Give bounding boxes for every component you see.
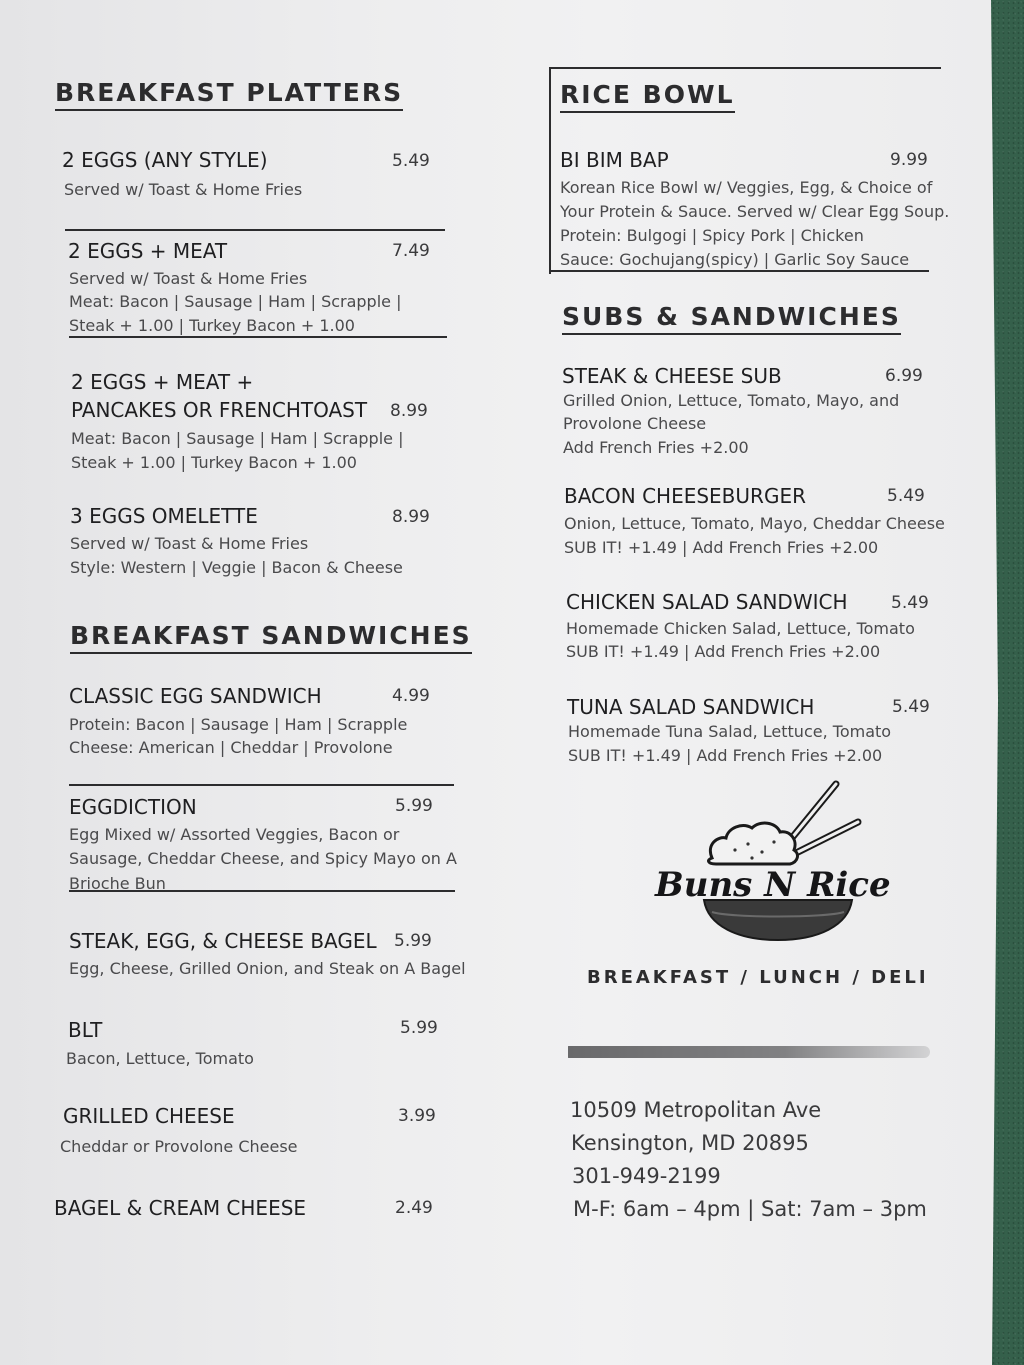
item-description: Homemade Tuna Salad, Lettuce, Tomato bbox=[568, 722, 892, 741]
item-price: 5.49 bbox=[892, 697, 930, 717]
item-name: 2 EGGS + MEAT + bbox=[71, 370, 254, 394]
item-name: STEAK & CHEESE SUB bbox=[562, 364, 782, 388]
logo-wordmark: Buns N Rice bbox=[655, 865, 891, 905]
address-line-1: 10509 Metropolitan Ave bbox=[570, 1098, 822, 1122]
item-name: BLT bbox=[68, 1018, 103, 1042]
item-description: Meat: Bacon | Sausage | Ham | Scrapple | bbox=[71, 429, 404, 448]
item-description: Egg, Cheese, Grilled Onion, and Steak on A Bagel bbox=[69, 959, 466, 978]
item-name-line2: PANCAKES OR FRENCHTOAST bbox=[71, 398, 368, 422]
item-description: Provolone Cheese bbox=[563, 414, 707, 433]
section-title-breakfast-platters: BREAKFAST PLATTERS bbox=[55, 78, 403, 111]
item-name: CLASSIC EGG SANDWICH bbox=[69, 684, 322, 708]
item-price: 9.99 bbox=[890, 150, 928, 170]
item-price: 5.49 bbox=[887, 486, 925, 506]
item-description: Homemade Chicken Salad, Lettuce, Tomato bbox=[566, 619, 915, 638]
item-name: 2 EGGS (ANY STYLE) bbox=[62, 148, 268, 172]
item-description: Protein: Bulgogi | Spicy Pork | Chicken bbox=[560, 226, 864, 245]
section-title-breakfast-sandwiches: BREAKFAST SANDWICHES bbox=[70, 621, 472, 654]
tagline: BREAKFAST / LUNCH / DELI bbox=[587, 967, 929, 988]
item-name: STEAK, EGG, & CHEESE BAGEL bbox=[69, 929, 377, 953]
item-price: 5.99 bbox=[395, 796, 433, 816]
divider bbox=[549, 270, 929, 272]
item-price: 5.49 bbox=[891, 593, 929, 613]
brush-stroke-divider bbox=[568, 1046, 930, 1058]
item-description: Add French Fries +2.00 bbox=[563, 438, 749, 457]
item-description: Your Protein & Sauce. Served w/ Clear Egg Soup. bbox=[560, 202, 950, 221]
section-title-rice-bowl: RICE BOWL bbox=[560, 80, 735, 113]
item-price: 7.49 bbox=[392, 241, 430, 261]
item-description: Cheese: American | Cheddar | Provolone bbox=[69, 738, 393, 757]
item-description: Onion, Lettuce, Tomato, Mayo, Cheddar Cheese bbox=[564, 514, 945, 533]
item-description: Steak + 1.00 | Turkey Bacon + 1.00 bbox=[69, 316, 355, 335]
item-description: Cheddar or Provolone Cheese bbox=[60, 1137, 298, 1156]
item-description: Meat: Bacon | Sausage | Ham | Scrapple | bbox=[69, 292, 402, 311]
item-description: Bacon, Lettuce, Tomato bbox=[66, 1049, 254, 1068]
item-name: CHICKEN SALAD SANDWICH bbox=[566, 590, 848, 614]
item-description: Served w/ Toast & Home Fries bbox=[64, 180, 303, 199]
item-description: Egg Mixed w/ Assorted Veggies, Bacon or bbox=[69, 825, 400, 844]
item-price: 2.49 bbox=[395, 1198, 433, 1218]
divider bbox=[65, 229, 445, 231]
item-price: 3.99 bbox=[398, 1106, 436, 1126]
divider bbox=[69, 890, 455, 892]
item-name: TUNA SALAD SANDWICH bbox=[567, 695, 815, 719]
item-description: Korean Rice Bowl w/ Veggies, Egg, & Choice of bbox=[560, 178, 933, 197]
item-description: Served w/ Toast & Home Fries bbox=[69, 269, 308, 288]
item-description: Sausage, Cheddar Cheese, and Spicy Mayo on A bbox=[69, 849, 457, 868]
section-title-subs-sandwiches: SUBS & SANDWICHES bbox=[562, 302, 901, 335]
item-description: SUB IT! +1.49 | Add French Fries +2.00 bbox=[566, 642, 881, 661]
item-price: 5.49 bbox=[392, 151, 430, 171]
item-description: Grilled Onion, Lettuce, Tomato, Mayo, and bbox=[563, 391, 900, 410]
divider bbox=[69, 784, 454, 786]
item-price: 5.99 bbox=[400, 1018, 438, 1038]
rice-bowl-logo-icon bbox=[690, 778, 880, 948]
item-description: Style: Western | Veggie | Bacon & Cheese bbox=[70, 558, 403, 577]
item-description: Served w/ Toast & Home Fries bbox=[70, 534, 309, 553]
item-description: Brioche Bun bbox=[69, 874, 166, 893]
item-description: Steak + 1.00 | Turkey Bacon + 1.00 bbox=[71, 453, 357, 472]
item-description: Sauce: Gochujang(spicy) | Garlic Soy Sauce bbox=[560, 250, 910, 269]
item-name: 2 EGGS + MEAT bbox=[68, 239, 228, 263]
item-price: 8.99 bbox=[390, 401, 428, 421]
phone-number: 301-949-2199 bbox=[572, 1164, 721, 1188]
item-description: SUB IT! +1.49 | Add French Fries +2.00 bbox=[568, 746, 883, 765]
item-name: 3 EGGS OMELETTE bbox=[70, 504, 258, 528]
item-name: BAGEL & CREAM CHEESE bbox=[54, 1196, 307, 1220]
item-name: BI BIM BAP bbox=[560, 148, 669, 172]
item-price: 6.99 bbox=[885, 366, 923, 386]
item-name: EGGDICTION bbox=[69, 795, 197, 819]
item-description: SUB IT! +1.49 | Add French Fries +2.00 bbox=[564, 538, 879, 557]
item-price: 5.99 bbox=[394, 931, 432, 951]
item-name: BACON CHEESEBURGER bbox=[564, 484, 806, 508]
item-price: 8.99 bbox=[392, 507, 430, 527]
address-line-2: Kensington, MD 20895 bbox=[571, 1131, 809, 1155]
divider bbox=[69, 336, 447, 338]
item-description: Protein: Bacon | Sausage | Ham | Scrapple bbox=[69, 715, 408, 734]
item-name: GRILLED CHEESE bbox=[63, 1104, 235, 1128]
item-price: 4.99 bbox=[392, 686, 430, 706]
business-hours: M-F: 6am – 4pm | Sat: 7am – 3pm bbox=[573, 1197, 927, 1221]
